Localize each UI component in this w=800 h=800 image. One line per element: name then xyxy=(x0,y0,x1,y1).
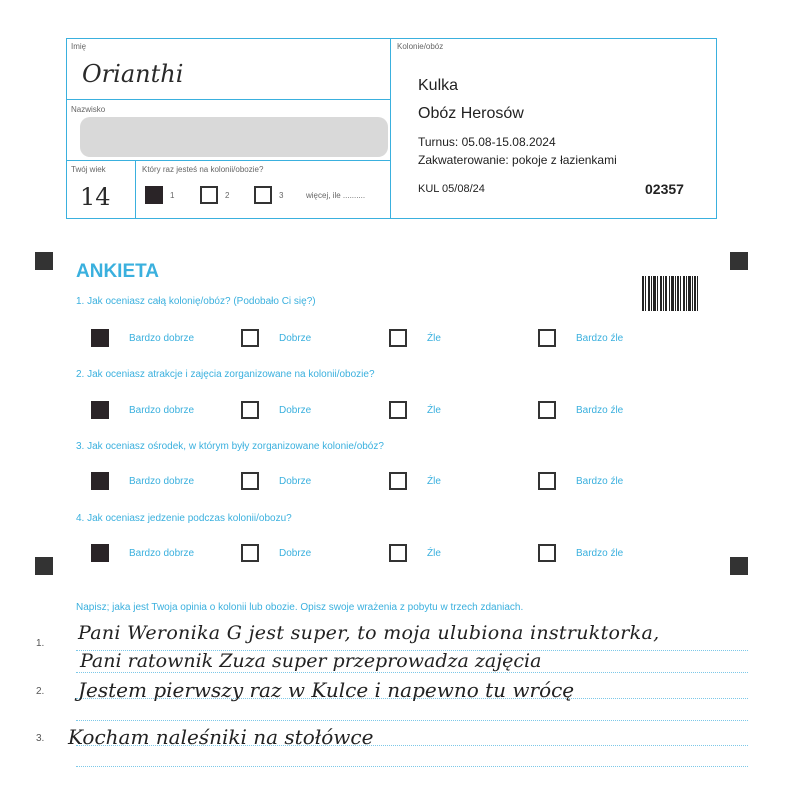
registration-mark-bottom-right xyxy=(730,557,748,575)
q3-option-dobrze: Dobrze xyxy=(279,476,312,487)
name-value: Orianthi xyxy=(82,60,184,88)
q1-checkbox-zle[interactable] xyxy=(389,329,407,347)
q3-option-bardzo-zle: Bardzo źle xyxy=(576,476,624,487)
q4-checkbox-dobrze[interactable] xyxy=(241,544,259,562)
times-label: Który raz jesteś na kolonii/obozie? xyxy=(142,165,264,174)
q1-option-dobrze: Dobrze xyxy=(279,333,312,344)
q2-option-bardzo-dobrze: Bardzo dobrze xyxy=(129,405,195,416)
writing-line-4[interactable] xyxy=(76,720,748,721)
registration-mark-top-right xyxy=(730,252,748,270)
question-2: 2. Jak oceniasz atrakcje i zajęcia zorganizowane na kolonii/obozie? xyxy=(76,369,375,380)
name-label: Imię xyxy=(71,42,87,51)
q2-checkbox-bardzo-dobrze[interactable] xyxy=(91,401,109,419)
handwritten-line-4: Kocham naleśniki na stołówce xyxy=(68,725,374,749)
handwritten-line-1: Pani Weronika G jest super, to moja ulubiona instruktorka, xyxy=(78,622,660,644)
q4-option-zle: Źle xyxy=(427,548,441,559)
q3-option-zle: Źle xyxy=(427,476,441,487)
q4-checkbox-zle[interactable] xyxy=(389,544,407,562)
times-option-2: 2 xyxy=(225,191,230,200)
q1-option-bardzo-zle: Bardzo źle xyxy=(576,333,624,344)
camp-line2: Obóz Herosów xyxy=(418,105,524,122)
q3-checkbox-dobrze[interactable] xyxy=(241,472,259,490)
q1-option-bardzo-dobrze: Bardzo dobrze xyxy=(129,333,195,344)
times-checkbox-2[interactable] xyxy=(200,186,218,204)
form-number: 02357 xyxy=(645,181,684,197)
age-label: Twój wiek xyxy=(71,165,106,174)
camp-label: Kolonie/obóz xyxy=(397,42,444,51)
q1-option-zle: Źle xyxy=(427,333,441,344)
handwritten-line-2: Pani ratownik Zuza super przeprowadza zajęcia xyxy=(80,650,542,672)
question-3: 3. Jak oceniasz ośrodek, w którym były zorganizowane kolonie/obóz? xyxy=(76,441,384,452)
age-value: 14 xyxy=(80,183,111,211)
q4-option-bardzo-zle: Bardzo źle xyxy=(576,548,624,559)
turnus: Turnus: 05.08-15.08.2024 xyxy=(418,135,556,149)
q3-checkbox-bardzo-zle[interactable] xyxy=(538,472,556,490)
camp-code: KUL 05/08/24 xyxy=(418,183,485,195)
q2-option-bardzo-zle: Bardzo źle xyxy=(576,405,624,416)
writing-line-2[interactable] xyxy=(76,672,748,673)
barcode-icon xyxy=(642,276,698,311)
registration-mark-top-left xyxy=(35,252,53,270)
q4-option-dobrze: Dobrze xyxy=(279,548,312,559)
line-number-3: 3. xyxy=(36,733,45,744)
q1-checkbox-bardzo-zle[interactable] xyxy=(538,329,556,347)
q4-checkbox-bardzo-dobrze[interactable] xyxy=(91,544,109,562)
q3-checkbox-bardzo-dobrze[interactable] xyxy=(91,472,109,490)
times-checkbox-3[interactable] xyxy=(254,186,272,204)
q2-option-dobrze: Dobrze xyxy=(279,405,312,416)
surname-redaction xyxy=(80,117,388,157)
q2-checkbox-dobrze[interactable] xyxy=(241,401,259,419)
survey-title: ANKIETA xyxy=(76,261,160,282)
q1-checkbox-dobrze[interactable] xyxy=(241,329,259,347)
opinion-prompt: Napisz; jaka jest Twoja opinia o kolonii lub obozie. Opisz swoje wrażenia z pobytu w trzech zdaniach. xyxy=(76,602,524,613)
question-1: 1. Jak oceniasz całą kolonię/obóz? (Podobało Ci się?) xyxy=(76,296,316,307)
question-4: 4. Jak oceniasz jedzenie podczas kolonii/obozu? xyxy=(76,513,292,524)
q3-checkbox-zle[interactable] xyxy=(389,472,407,490)
writing-line-6[interactable] xyxy=(76,766,748,767)
q2-option-zle: Źle xyxy=(427,405,441,416)
q4-option-bardzo-dobrze: Bardzo dobrze xyxy=(129,548,195,559)
camp-line1: Kulka xyxy=(418,77,459,94)
line-number-2: 2. xyxy=(36,686,45,697)
times-option-3: 3 xyxy=(279,191,284,200)
times-checkbox-1[interactable] xyxy=(145,186,163,204)
q2-checkbox-zle[interactable] xyxy=(389,401,407,419)
line-number-1: 1. xyxy=(36,638,45,649)
surname-label: Nazwisko xyxy=(71,105,106,114)
q2-checkbox-bardzo-zle[interactable] xyxy=(538,401,556,419)
registration-mark-bottom-left xyxy=(35,557,53,575)
times-more: więcej, ile .......... xyxy=(306,191,366,200)
q3-option-bardzo-dobrze: Bardzo dobrze xyxy=(129,476,195,487)
q4-checkbox-bardzo-zle[interactable] xyxy=(538,544,556,562)
q1-checkbox-bardzo-dobrze[interactable] xyxy=(91,329,109,347)
accommodation: Zakwaterowanie: pokoje z łazienkami xyxy=(418,153,617,167)
times-option-1: 1 xyxy=(170,191,175,200)
handwritten-line-3: Jestem pierwszy raz w Kulce i napewno tu wrócę xyxy=(78,678,575,702)
